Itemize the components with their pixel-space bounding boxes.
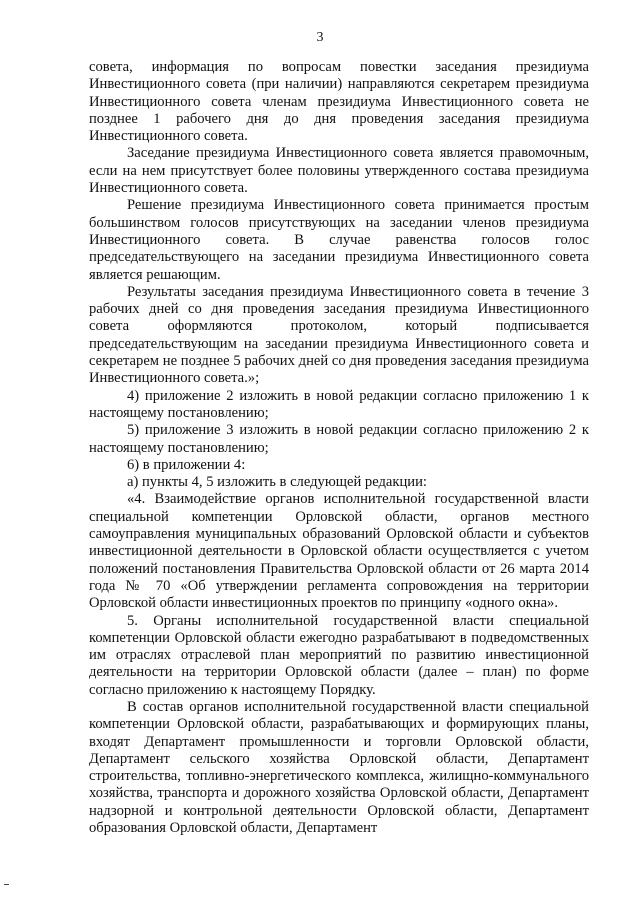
document-body (89, 59, 589, 837)
paragraph-decision: Решение президиума Инвестиционного совета принимается простым большинством голосов присутствующих на заседании членов президиума Инвестиционного совета. В случае равенства голосов голос председательствующего на заседании президиума Инвестиционного совета является решающим. (89, 197, 589, 283)
paragraph-subitem-a: а) пункты 4, 5 изложить в следующей редакции: (127, 474, 427, 491)
page-number: 3 (316, 30, 324, 45)
paragraph-point-4: «4. Взаимодействие органов исполнительной государственной власти специальной компетенции Орловской области, органов местного самоуправления муниципальных образований Орловской области и субъектов инвестиционной деятельности в Орловской области осуществляется с учетом положений постановления Правительства Орловской области от 26 марта 2014 года № 70 «Об утверждении регламента сопровождения на территории Орловской области инвестиционных проектов по принципу «одного окна». (89, 491, 589, 612)
paragraph-point-5: 5. Органы исполнительной государственной власти специальной компетенции Орловской области ежегодно разрабатывают в подведомственных им отраслях отраслевой план мероприятий по развитию инвестиционной деятельности на территории Орловской области (далее – план) по форме согласно приложению к настоящему Порядку. (89, 612, 589, 698)
paragraph-departments: В состав органов исполнительной государственной власти специальной компетенции Орловской области, разрабатывающих и формирующих планы, входят Департамент промышленности и торговли Орловской области, Департамент сельского хозяйства Орловской области, Департамент строительства, топливно-энергетического комплекса, жилищно-коммунального хозяйства, транспорта и дорожного хозяйства Орловской области, Департамент надзорной и контрольной деятельности Орловской области, Департамент образования Орловской области, Департамент (89, 698, 589, 837)
scan-edge-mark (4, 884, 9, 885)
paragraph-item-5: 5) приложение 3 изложить в новой редакции согласно приложению 2 к настоящему постановлению; (89, 422, 589, 456)
paragraph-quorum: Заседание президиума Инвестиционного совета является правомочным, если на нем присутствует более половины утвержденного состава президиума Инвестиционного совета. (89, 145, 589, 197)
paragraph-item-6: 6) в приложении 4: (127, 456, 246, 473)
paragraph-continuation: совета, информация по вопросам повестки заседания президиума Инвестиционного совета (при наличии) направляются секретарем президиума Инвестиционного совета членам президиума Инвестиционного совета не позднее 1 рабочего дня до дня проведения заседания президиума Инвестиционного совета. (89, 59, 589, 145)
paragraph-results: Результаты заседания президиума Инвестиционного совета в течение 3 рабочих дней со дня проведения заседания президиума Инвестиционного совета оформляются протоколом, который подписывается председательствующим на заседании президиума Инвестиционного совета и секретарем не позднее 5 рабочих дней со дня проведения заседания президиума Инвестиционного совета.»; (89, 283, 589, 387)
paragraph-item-4: 4) приложение 2 изложить в новой редакции согласно приложению 1 к настоящему постановлению; (89, 387, 589, 421)
